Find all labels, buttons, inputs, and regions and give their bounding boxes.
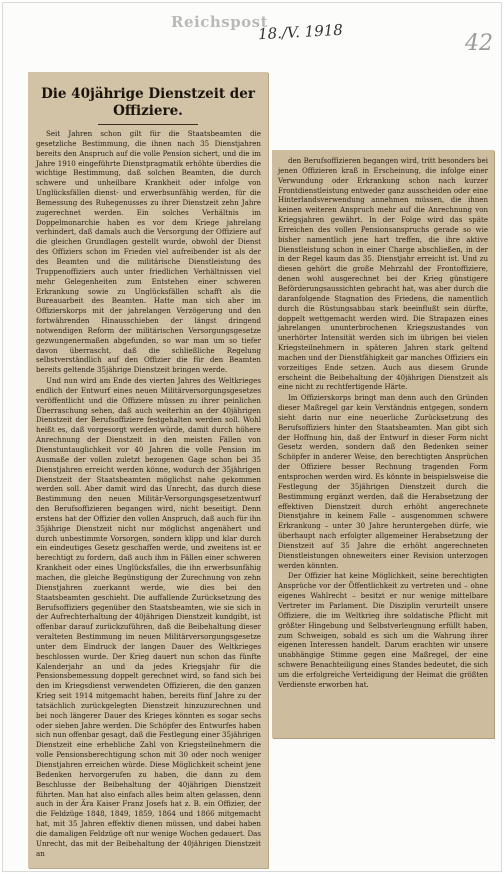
paragraph: Und nun wird am Ende des vierten Jahres des Weltkrieges endlich der Entwurf eines neuen Militärversorgungsgesetzes veröffentlicht und die Offiziere müssen zu ihrer peinlichen Überraschung sehen, daß auch weiterhin an der 40jährigen Dienstzeit der Berufsoffiziere festgehalten werden soll. Wohl heißt es, daß vorgesorgt werden würde, damit durch höhere Anrechnung der Dienstzeit in den meisten Fällen von Dienstuntauglichkeit vor 40 Jahren die volle Pension im Ausmaße der vollen zuletzt bezogenen Gage schon bei 35 Dienstjahren erreicht werden könne, wodurch der 35jährigen Dienstzeit der Staatsbeamten möglichst nahe gekommen werden soll. Aber damit wird das Unrecht, das durch diese Bestimmung den neuen Militär-Versorgungsgesetzentwurf den Berufsoffizieren begangen wird, nicht beseitigt. Denn erstens hat der Offizier den vollen Anspruch, daß auch für ihn 35jährige Dienstzeit nicht nur möglichst angenähert und durch unbestimmte Vorsorgen, sondern klipp und klar durch ein eindeutiges Gesetz geschaffen werde, und zweitens ist er berechtigt zu fordern, daß auch ihm in Fällen einer schweren Krankheit oder eines Unglücksfalles, die ihn erwerbsunfähig machen, die gleiche Begünstigung der Zurechnung von zehn Dienstjahren zuerkannt werde, wie dies bei den Staatsbeamten geschieht. Die auffallende Zurücksetzung des Berufsoffiziers gegenüber den Staatsbeamten, wie sie sich in der Aufrechterhaltung der 40jährigen Dienstzeit kundgibt, ist offenbar darauf zurückzuführen, daß die Beibehaltung dieser veralteten Bestimmung im neuen Militärversorgungsgesetze unter dem Eindruck der langen Dauer des Weltkrieges beschlossen wurde. Der Krieg dauert nun schon das fünfte Kalenderjahr an und da jedes Kriegsjahr für die Pensionsbemessung doppelt gerechnet wird, so fand sich bei den im Kriegsdienst verwendeten Offizieren, die den ganzen Krieg seit 1914 mitgemacht haben, bereits fünf Jahre zu der tatsächlich zurückgelegten Dienstzeit hinzuzurechnen und bei noch längerer Dauer des Krieges könnten es sogar sechs oder sieben Jahre werden. Die Schöpfer des Entwurfes haben sich nun offenbar gesagt, daß die Festlegung einer 35jährigen Dienstzeit eine erhebliche Zahl von Kriegsteilnehmern die volle Pensionsberechtigung schon mit 30 oder noch weniger Dienstjahren erreichen würde. Diese Möglichkeit scheint jene Bedenken hervorgerufen zu haben, die dann zu dem Beschlusse der Beibehaltung der 40jährigen Dienstzeit führten. Man hat also einfach alles beim alten gelassen, denn auch in der Ära Kaiser Franz Josefs hat z. B. ein Offizier, der die Feldzüge 1848, 1849, 1859, 1864 und 1866 mitgemacht hat, mit 35 Jahren effektiv dienen müssen, und dabei haben die damaligen Feldzüge oft nur wenige Wochen gedauert. Das Unrecht, das mit der Beibehaltung der 40jährigen Dienstzeit an <box>36 376 261 858</box>
article-title: Die 40jährige Dienstzeit der Offiziere. <box>41 86 255 119</box>
paragraph: Seit Jahren schon gilt für die Staatsbeamten die gesetzliche Bestimmung, die ihnen nach 35 Dienstjahren bereits den Anspruch auf die volle Pension sichert, und die im Jahre 1910 eingeführte Dienstpragmatik erhöhte überdies die wichtige Bestimmung, daß solchen Beamten, die durch schwere und unheilbare Krankheit oder infolge von Unglücksfällen dienst- und erwerbsunfähig werden, für die Bemessung des Ruhegenusses zu ihrer Dienstzeit zehn Jahre zugerechnet werden. Ein solches Verhältnis im Doppelmonarchie haben es vor dem Kriege jahrelang verhindert, daß damals auch die Versorgung der Offiziere auf die gleichen Grundlagen gestellt wurde, obwohl der Dienst des Offiziers schon im Frieden viel aufreibender ist als der des Beamten und die militärische Dienstleistung des Truppenoffiziers auch unter friedlichen Verhältnissen viel mehr Gelegenheiten zum Entstehen einer schweren Erkrankung sowie zu Unglücksfällen schafft als die Bureauarbeit des Beamten. Hatte man sich aber im Offizierskorps mit der jahrelangen Verzögerung und den fortwährenden Hinausschieben der längst dringend notwendigen Reform der militärischen Versorgungsgesetze gezwungenermaßen abgefunden, so war man um so tiefer davon überrascht, daß die schließliche Regelung selbstverständlich auf den Offizier die für den Beamten bereits geltende 35jährige Dienstzeit bringen werde. <box>36 129 261 375</box>
paragraph: Der Offizier hat keine Möglichkeit, seine berechtigten Ansprüche vor der Öffentlichkeit zu vertreten und – ohne eigenes Wahlrecht – besitzt er nur wenige mittelbare Vertreter im Parlament. Die Disziplin verurteilt unsere Offiziere, die im Weltkrieg ihre soldatische Pflicht mit größter Hingebung und Selbstverleugnung erfüllt haben, zum Schweigen, sobald es sich um die Wahrung ihrer eigenen Interessen handelt. Darum erachten wir unsere unabhängige Stimme gegen eine Maßregel, der eine schwere Benachteiligung eines Standes bedeutet, die sich um die erfolgreiche Verteidigung der Heimat die größten Verdienste erworben hat. <box>278 571 488 689</box>
paragraph: den Berufsoffizieren begangen wird, tritt besonders bei jenen Offizieren kraß in Erscheinung, die infolge einer Verwundung oder Erkrankung schon nach kurzer Frontdienstleistung entweder ganz ausscheiden oder eine Hinterlandsverwendung annehmen müssen, die ihnen keinen weiteren Anspruch mehr auf die Anrechnung von Kriegsjahren gewährt. In der Folge wird das späte Erreichen des vollen Pensionsanspruchs gerade so wie bisher namentlich jene hart treffen, die ihre aktive Dienstleistung schon in einer Charge abschließen, in der in der Regel kaum das 35. Dienstjahr erreicht ist. Und zu diesen gehört die große Mehrzahl der Frontoffiziere, denen wohl ausgerechnet bei der Krieg günstigere Beförderungsaussichten gebracht hat, was aber durch die daranfolgende Stagnation des Friedens, die namentlich durch die Rüstungsabbau stark beeinflußt sein dürfte, doppelt wettgemacht werden wird. Die Strapazen eines jahrelangen ununterbrochenen Kriegszustandes von unerhörter Intensität werden sich im übrigen bei vielen Kriegsteilnehmern in späteren Jahren stark geltend machen und der Dienstfähigkeit gar manches Offiziers ein vorzeitiges Ende setzen. Auch aus diesem Grunde erscheint die Beibehaltung der 40jährigen Dienstzeit als eine nicht zu rechtfertigende Härte. <box>278 156 488 392</box>
handwritten-page-number: 42 <box>465 31 493 56</box>
handwritten-date: 18./V. 1918 <box>257 20 344 44</box>
left-column-text <box>36 129 261 858</box>
newspaper-clipping-right <box>272 150 494 738</box>
newspaper-clipping-left <box>28 72 268 868</box>
title-divider <box>98 124 198 125</box>
paragraph: Im Offizierskorps bringt man denn auch den Gründen dieser Maßregel gar kein Verständnis entgegen, sondern sieht darin nur eine neuerliche Zurücksetzung des Berufsoffiziers hinter den Staatsbeamten. Man gibt sich der Hoffnung hin, daß der Entwurf in dieser Form nicht Gesetz werden, sondern daß den Bedenken seiner Schöpfer in anderer Weise, den berechtigten Ansprüchen der Offiziere besser Rechnung tragenden Form entsprochen werden wird. Es könnte in beispielsweise die Festlegung der 35jährigen Dienstzeit durch die Bestimmung ergänzt werden, daß die Herabsetzung der effektiven Dienstzeit durch erhöht angerechnete Dienstjahre in keinem Falle – ausgenommen schwere Erkrankung – unter 30 Jahre heruntergehen dürfe, wie überhaupt nach erfolgter allgemeiner Herabsetzung der Dienstzeit auf 35 Jahre die erhöht angerechneten Dienstleistungen ohneweiters einer Revision unterzogen werden könnten. <box>278 393 488 570</box>
newspaper-masthead: Reichspost <box>171 13 269 31</box>
right-column-text <box>278 156 488 690</box>
